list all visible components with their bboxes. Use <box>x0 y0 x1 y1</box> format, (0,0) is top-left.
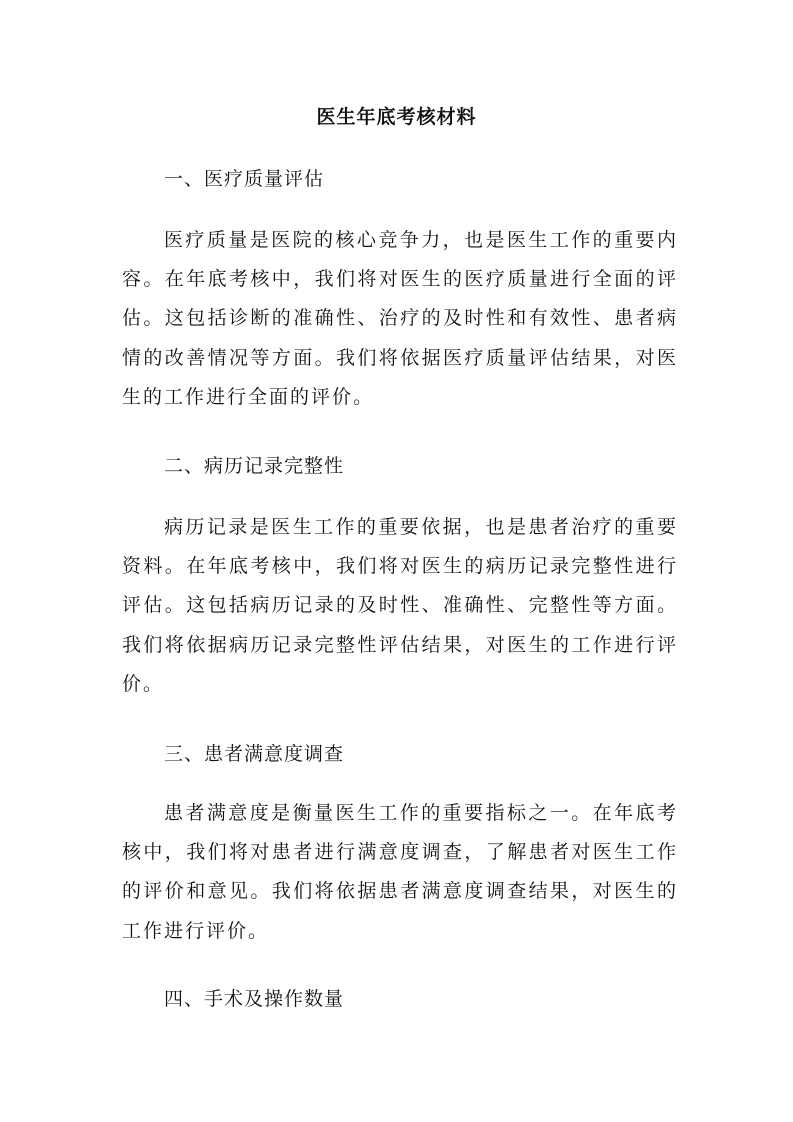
section-paragraph-3: 患者满意度是衡量医生工作的重要指标之一。在年底考核中，我们将对患者进行满意度调查，了解患者对医生工作的评价和意见。我们将依据患者满意度调查结果，对医生的工作进行评价。 <box>122 802 678 942</box>
section-heading-2: 二、病历记录完整性 <box>164 455 345 477</box>
section-paragraph-1: 医疗质量是医院的核心竞争力，也是医生工作的重要内容。在年底考核中，我们将对医生的医疗质量进行全面的评估。这包括诊断的准确性、治疗的及时性和有效性、患者病情的改善情况等方面。我们将依据医疗质量评估结果，对医生的工作进行全面的评价。 <box>122 229 678 408</box>
document-title: 医生年底考核材料 <box>316 106 477 128</box>
section-paragraph-2: 病历记录是医生工作的重要依据，也是患者治疗的重要资料。在年底考核中，我们将对医生的病历记录完整性进行评估。这包括病历记录的及时性、准确性、完整性等方面。我们将依据病历记录完整性评估结果，对医生的工作进行评价。 <box>122 516 678 695</box>
section-heading-3: 三、患者满意度调查 <box>164 743 345 765</box>
section-heading-4: 四、手术及操作数量 <box>164 988 345 1010</box>
section-heading-1: 一、医疗质量评估 <box>164 168 325 190</box>
